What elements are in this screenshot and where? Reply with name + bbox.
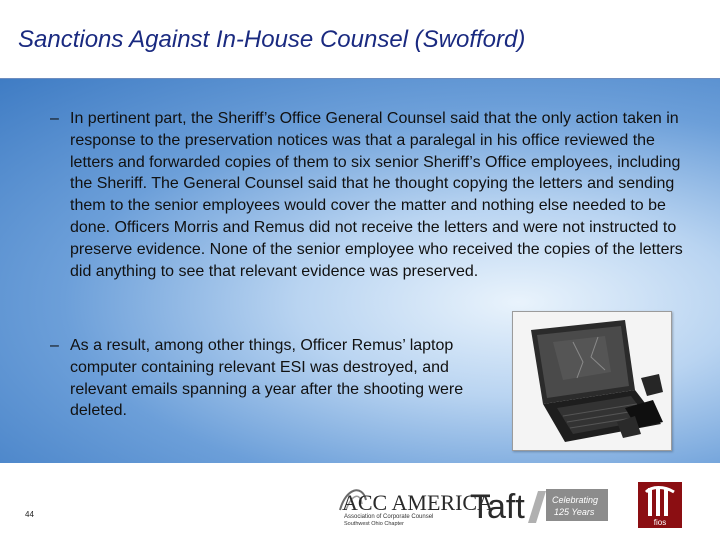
fios-logo-graphic — [638, 482, 682, 528]
fios-logo — [638, 482, 682, 528]
fios-name-text: fios — [653, 518, 667, 527]
acc-main-text: ACC AMERICA — [342, 490, 493, 515]
page-number: 44 — [25, 510, 34, 519]
taft-logo-graphic — [470, 485, 610, 525]
slide-title: Sanctions Against In-House Counsel (Swofford) — [18, 26, 526, 53]
taft-logo — [470, 485, 610, 525]
laptop-image — [513, 312, 671, 450]
bullet-text: In pertinent part, the Sheriff’s Office General Counsel said that the only action taken in response to the preservation notices was that a paralegal in his office reviewed the letters and forwarded copies of them to six senior Sheriff’s Office employees, including the Sheriff. The General Counsel said that he thought copying the letters and sending them to the senior employees would cover the matter and nothing else needed to be done. Officers Morris and Remus did not receive the letters and were not instructed to preserve evidence. None of the senior employee who received the copies of the letters did anything to see that relevant evidence was preserved. — [70, 110, 683, 280]
title-bar — [0, 0, 720, 78]
acc-sub-text-2: Southwest Ohio Chapter — [344, 521, 404, 527]
acc-sub-text-1: Association of Corporate Counsel — [344, 514, 434, 520]
taft-badge-line1: Celebrating — [552, 495, 599, 505]
taft-badge-line2: 125 Years — [554, 507, 595, 517]
acc-logo-graphic — [336, 482, 493, 528]
bullet-dash: – — [50, 337, 59, 354]
acc-america-logo — [336, 482, 493, 528]
bullet-dash: – — [50, 110, 59, 127]
taft-name-text: Taft — [470, 488, 525, 526]
damaged-laptop-photo — [512, 311, 672, 451]
bullet-text: As a result, among other things, Officer Remus’ laptop computer containing relevant ESI was destroyed, and relevant emails spanning a year after the shooting were deleted. — [70, 337, 464, 420]
